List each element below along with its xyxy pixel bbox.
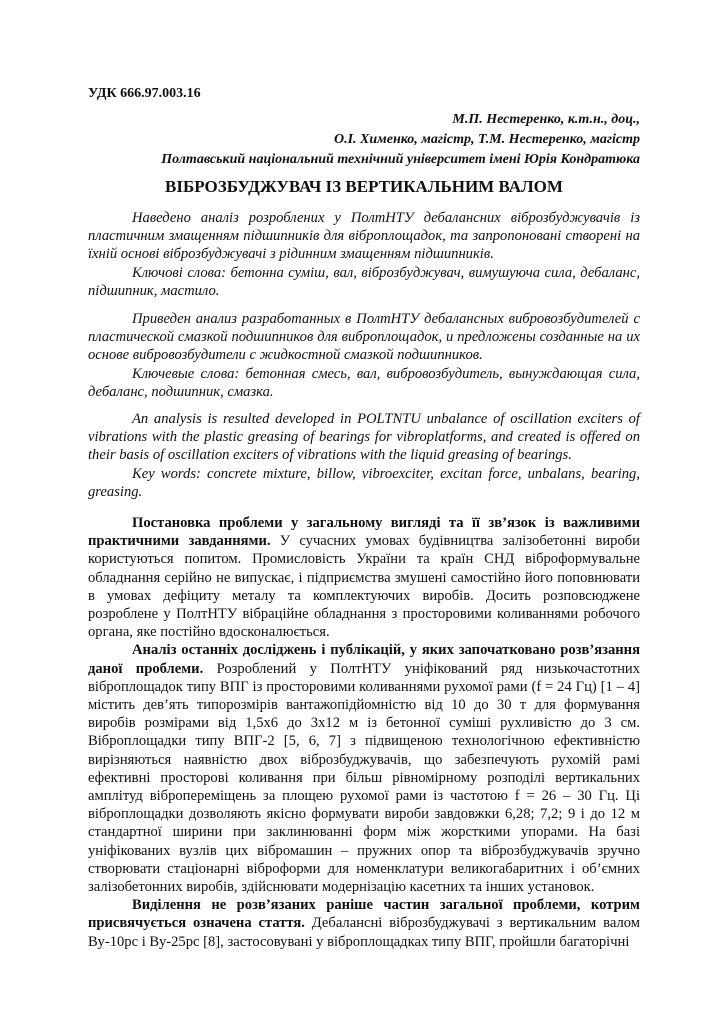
affiliation: Полтавський національний технічний університет імені Юрія Кондратюка [161, 152, 640, 167]
section-body: У сучасних умовах будівництва залізобетонні вироби користуються попитом. Промисловість України та країн СНД віброформувальне обладнання серійно не випускає, і підприємства змушені самостійно його поповнювати в умовах дефіциту металу та комплектуючих виробів. Досить розповсюджене розроблене у ПолтНТУ вібраційне обладнання з просторовими коливаннями робочого органа, яке постійно вдосконалюється. [88, 533, 640, 641]
abstract-en [88, 410, 640, 501]
section-problem [88, 514, 640, 641]
abstract-en-text: An analysis is resulted developed in POLTNTU unbalance of oscillation exciters of vibrations with the plastic greasing of bearings for vibroplatforms, and created is offered on their basis of oscillation exciters of vibrations with the liquid greasing of bearings. [88, 411, 640, 464]
abstract-ru [88, 310, 640, 401]
authors-line-1: М.П. Нестеренко, к.т.н., доц., [452, 112, 640, 127]
section-body: Розроблений у ПолтНТУ уніфікований ряд низькочастотних віброплощадок типу ВПГ із просторовими коливаннями рухомої рами (f = 24 Гц) [1 – 4] містить дев’ять типорозмірів вантажопідйомністю від 10 до 30 т для формування виробів розмірами від 1,5х6 до 3х12 м із бетонної суміші рухливістю до 3 см. Віброплощадки типу ВПГ-2 [5, 6, 7] з підвищеною технологічною ефективністю вирізняються наявністю двох віброзбуджувачів, що забезпечують рухомій рамі ефективні просторові коливання при більш рівномірному розподілі вертикальних амплітуд вібропереміщень за площею рухомої рами із частотою f = 26 – 30 Гц. Ці віброплощадки дозволяють якісно формувати вироби завдовжки 6,28; 7,2; 9 і до 12 м стандартної ширини при заклинюванні форм між жорсткими упорами. На базі уніфікованих вузлів цих вібромашин – пружних опор та віброзбуджувачів зручно створювати стаціонарні віброформи для номенклатури великогабаритних і об’ємних залізобетонних виробів, здійснювати модернізацію касетних та інших установок. [88, 660, 641, 896]
section-heading: Аналіз останніх досліджень і публікацій, у яких започатковано розв’язання даної проблеми. [88, 642, 640, 677]
section-unsolved [88, 896, 640, 951]
abstract-ru-text: Приведен анализ разработанных в ПолтНТУ дебалансных вибровозбудителей с пластической смазкой подшипников для виброплощадок, и предложены созданные на их основе вибровозбудители с жидкостной смазкой подшипников. [88, 311, 640, 364]
section-heading: Постановка проблеми у загальному вигляді та її зв’язок із важливими практичними завданнями. [88, 515, 640, 550]
abstract-ua-text: Наведено аналіз розроблених у ПолтНТУ дебалансних віброзбуджувачів із пластичним змащенням підшипників для віброплощадок, та запропоновані створені на їхній основі віброзбуджувачі з рідинним змащенням підшипників. [88, 210, 640, 263]
section-heading: Виділення не розв’язаних раніше частин загальної проблеми, котрим присвячується означена стаття. [88, 897, 640, 932]
paper-title: ВІБРОЗБУДЖУВАЧ ІЗ ВЕРТИКАЛЬНИМ ВАЛОМ [165, 177, 563, 196]
section-analysis [88, 641, 640, 896]
abstract-ru-keywords: Ключевые слова: бетонная смесь, вал, вибровозбудитель, вынуждающая сила, дебаланс, подшипник, смазка. [88, 365, 640, 400]
section-body: Дебалансні віброзбуджувачі з вертикальним валом Ву-10рс і Ву-25рс [8], застосовувані у віброплощадках типу ВПГ, пройшли багаторічні [88, 915, 640, 950]
authors-block [161, 110, 640, 170]
authors-line-2: О.І. Хименко, магістр, Т.М. Нестеренко, магістр [333, 132, 640, 147]
abstract-ua-keywords: Ключові слова: бетонна суміш, вал, віброзбуджувач, вимушуюча сила, дебаланс, підшипник, мастило. [88, 264, 640, 299]
abstract-ua [88, 209, 640, 300]
body-text [88, 514, 640, 951]
udk-code: УДК 666.97.003.16 [88, 86, 201, 101]
abstract-en-keywords: Key words: concrete mixture, billow, vibroexciter, excitan force, unbalans, bearing, greasing. [88, 465, 640, 500]
